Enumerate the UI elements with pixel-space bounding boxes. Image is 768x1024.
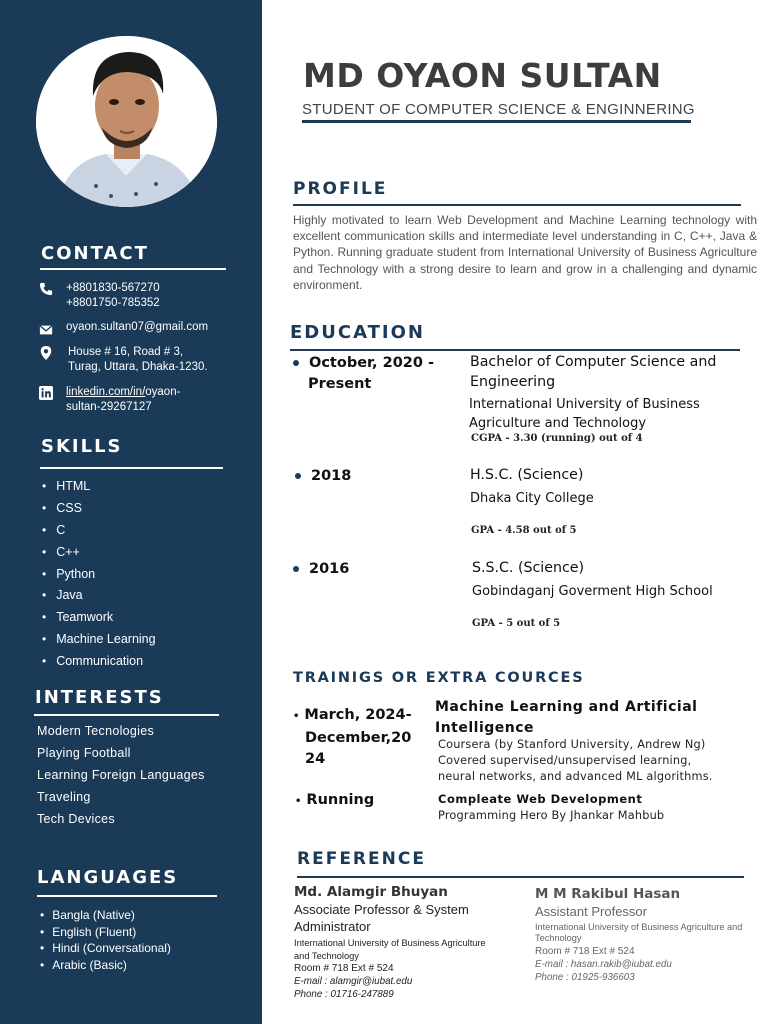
linkedin-handle-line-2: sultan-29267127	[66, 401, 152, 413]
person-photo-illustration	[36, 36, 217, 207]
gpa-text: CGPA - 3.30 (running) out of 4	[471, 433, 643, 444]
linkedin-icon	[38, 385, 54, 400]
reference-position: Administrator	[294, 918, 371, 934]
language-item: • Hindi (Conversational)	[40, 941, 171, 958]
skill-item: • C	[42, 522, 156, 544]
subtitle-underline	[302, 120, 691, 123]
reference-institution: and Technology	[294, 950, 359, 961]
training-date-line: March, 2024-	[304, 707, 412, 723]
training-body-line: Programming Hero By Jhankar Mahbub	[438, 809, 665, 822]
reference-name: Md. Alamgir Bhuyan	[294, 884, 448, 900]
training-title: Compleate Web Development	[438, 792, 643, 806]
contact-address	[38, 345, 208, 375]
interest-item: Modern Tecnologies	[37, 724, 155, 738]
location-pin-icon	[38, 345, 54, 360]
training-description	[438, 808, 664, 824]
degree-line: Bachelor of Computer Science and	[470, 354, 717, 370]
skill-item: • CSS	[42, 500, 156, 522]
bullet-dot	[293, 566, 299, 572]
profile-divider	[293, 204, 741, 206]
linkedin-handle-part: oyaon-	[145, 386, 181, 398]
institution	[470, 489, 594, 508]
skills-heading: SKILLS	[41, 436, 123, 457]
training-description	[438, 737, 713, 785]
mail-icon	[38, 322, 54, 337]
training-body-line: Covered supervised/unsupervised learning,	[438, 754, 692, 767]
training-title-line: Machine Learning and Artificial	[435, 699, 698, 715]
reference-institution: International University of Business Agriculture and	[535, 921, 743, 932]
education-entry	[470, 465, 583, 485]
profile-summary: Highly motivated to learn Web Development and Machine Learning technology with excellent communication skills and intermediate level understanding in C, C++, Java & Python. Running graduate student from International University of Business Agriculture and Technology with a strong desire to learn and grow in a challenging and dynamic environment.	[293, 213, 757, 292]
address-line-1: House # 16, Road # 3,	[68, 346, 184, 358]
bullet-dot: •	[293, 711, 300, 722]
training-title	[435, 697, 697, 739]
gpa-text: GPA - 5 out of 5	[472, 618, 561, 629]
bullet-dot	[293, 360, 299, 366]
profile-photo	[36, 36, 217, 207]
reference-institution: International University of Business Agriculture	[294, 938, 486, 948]
skill-item: • Communication	[42, 653, 156, 675]
skill-item: • Java	[42, 587, 156, 609]
training-date-line: Running	[306, 792, 375, 808]
skills-list	[42, 478, 156, 675]
institution-line: Gobindaganj Goverment High School	[472, 584, 713, 599]
phone-icon	[38, 281, 54, 296]
institution-line: International University of Business	[469, 397, 700, 412]
training-date	[293, 705, 412, 771]
interests-list	[37, 724, 205, 834]
gpa-text: GPA - 4.58 out of 5	[471, 525, 577, 536]
institution	[472, 582, 713, 601]
linkedin-link[interactable]: linkedin.com/in/	[66, 386, 146, 398]
education-date	[295, 466, 351, 487]
education-date-line: 2018	[311, 468, 352, 484]
education-date-line: 2016	[309, 561, 350, 577]
languages-divider	[37, 895, 217, 897]
education-date-line: Present	[308, 376, 372, 392]
institution	[469, 395, 700, 433]
training-title-line: Intelligence	[435, 720, 535, 736]
training-heading: TRAINIGS OR EXTRA COURCES	[293, 670, 585, 686]
education-date	[293, 559, 349, 580]
skill-item: • HTML	[42, 478, 156, 500]
bullet-dot	[295, 473, 301, 479]
language-item: • Bangla (Native)	[40, 908, 171, 925]
reference-card	[294, 884, 514, 1001]
reference-card	[535, 886, 765, 984]
degree-line: Engineering	[470, 374, 556, 390]
degree-line: H.S.C. (Science)	[470, 467, 584, 483]
reference-name: M M Rakibul Hasan	[535, 886, 681, 902]
institution-line: Dhaka City College	[470, 491, 594, 506]
interest-item: Traveling	[37, 790, 91, 804]
reference-divider	[297, 876, 744, 878]
education-entry	[472, 558, 584, 578]
degree-line: S.S.C. (Science)	[472, 560, 585, 576]
languages-heading: LANGUAGES	[37, 867, 179, 888]
interest-item: Tech Devices	[37, 812, 115, 826]
contact-linkedin	[38, 385, 180, 415]
email-address[interactable]: oyaon.sultan07@gmail.com	[66, 321, 209, 333]
training-date	[295, 790, 374, 813]
education-heading: EDUCATION	[290, 322, 425, 343]
profile-heading: PROFILE	[293, 179, 388, 199]
education-entry	[470, 352, 716, 392]
skill-item: • Teamwork	[42, 609, 156, 631]
institution-line: Agriculture and Technology	[469, 416, 647, 431]
phone-number-1: +8801830-567270	[66, 282, 160, 294]
reference-room: Room # 718 Ext # 524	[294, 963, 394, 974]
reference-position: Assistant Professor	[535, 904, 647, 919]
language-item: • English (Fluent)	[40, 925, 171, 942]
contact-phone	[38, 281, 160, 311]
contact-heading: CONTACT	[41, 243, 149, 264]
education-divider	[290, 349, 740, 351]
contact-divider	[40, 268, 226, 270]
skill-item: • Python	[42, 566, 156, 588]
phone-number-2: +8801750-785352	[66, 297, 160, 309]
skill-item: • C++	[42, 544, 156, 566]
interest-item: Learning Foreign Languages	[37, 768, 205, 782]
interest-item: Playing Football	[37, 746, 131, 760]
education-date-line: October, 2020 -	[309, 355, 435, 371]
address-line-2: Turag, Uttara, Dhaka-1230.	[68, 361, 208, 373]
skills-divider	[40, 467, 223, 469]
reference-room: Room # 718 Ext # 524	[535, 945, 635, 957]
reference-phone: Phone : 01716-247889	[294, 989, 394, 1000]
interests-divider	[34, 714, 219, 716]
training-body-line: neural networks, and advanced ML algorithms.	[438, 770, 713, 783]
reference-heading: REFERENCE	[297, 849, 426, 869]
skill-item: • Machine Learning	[42, 631, 156, 653]
contact-email	[38, 320, 208, 337]
training-body-line: Coursera (by Stanford University, Andrew Ng)	[438, 738, 706, 751]
training-date-line: December,20	[305, 729, 412, 746]
reference-institution: Technology	[535, 933, 582, 943]
sidebar	[0, 0, 262, 1024]
reference-email: E-mail : alamgir@iubat.edu	[294, 976, 413, 987]
training-date-line: 24	[305, 751, 326, 767]
languages-list	[40, 908, 171, 975]
reference-phone: Phone : 01925-936603	[535, 971, 635, 983]
job-subtitle: STUDENT OF COMPUTER SCIENCE & ENGINNERING	[302, 101, 695, 118]
interests-heading: INTERESTS	[35, 687, 164, 708]
reference-email: E-mail : hasan.rakib@iubat.edu	[535, 958, 672, 970]
education-date	[293, 353, 434, 395]
bullet-dot: •	[295, 796, 302, 807]
language-item: • Arabic (Basic)	[40, 958, 171, 975]
reference-position: Associate Professor & System	[294, 902, 469, 917]
full-name: MD OYAON SULTAN	[303, 56, 662, 95]
